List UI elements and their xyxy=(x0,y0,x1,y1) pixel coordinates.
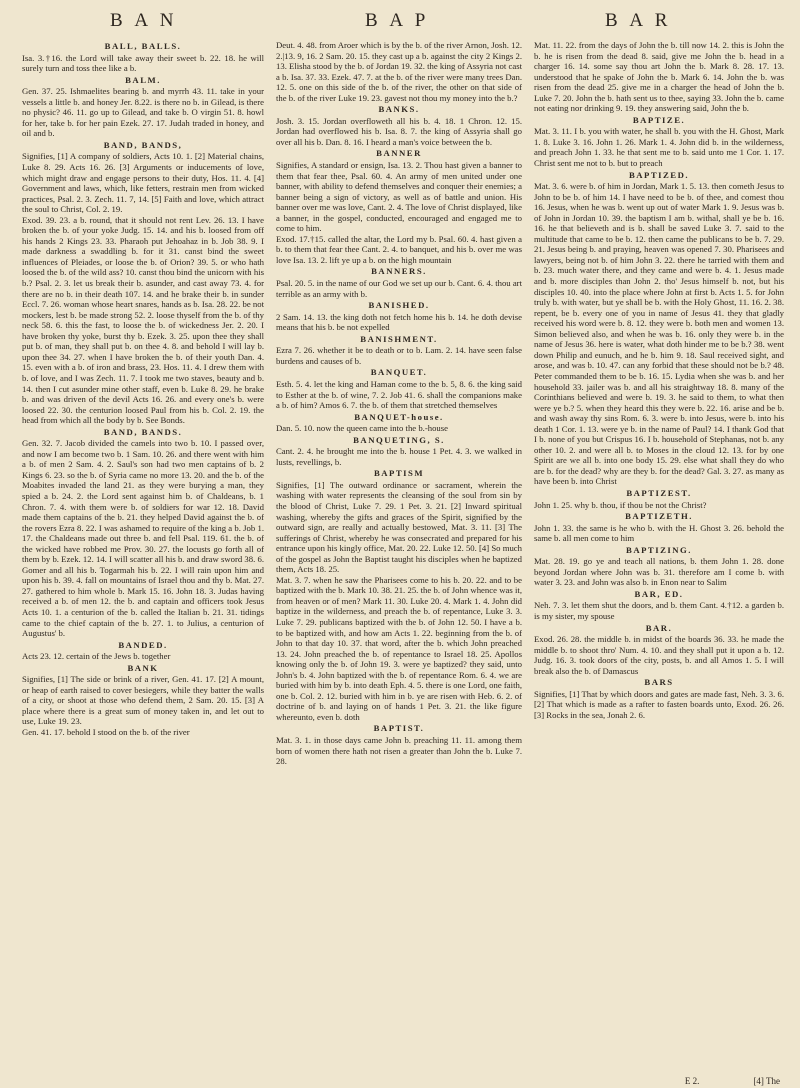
text-column-left xyxy=(22,40,264,1080)
headword: BAPTIZETH. xyxy=(625,511,693,522)
entry-text: Exod. 39. 23. a b. round, that it should not rent Lev. 26. 13. I have broken the b. of your yoke Judg. 15. 14. and his b. loosed from off his hands 2 Kings 23. 33. Pharaoh put Jehoahaz in b. Job 38. 9. I made darkness a swaddling b. for it 31. canst bind the sweet influences of Pleiades, or loose the b. of Orion? 39. 5. or who hath loosed the b. of the wild ass? 10. canst thou bind the unicorn with his b.? Psal. 2. 3. let us break their b. asunder, and cast away 73. 4. for there are no b. in their death 107. 14. and he brake their b. in sunder Eccl. 7. 26. woman whose heart snares, hands as b. Isa. 28. 22. be not mockers, lest b. be made strong 52. 2. loose thyself from the b. of thy neck 58. 6. this the fast, to loose the b. of wickedness Jer. 2. 20. I have broken thy yoke, burst thy b. Ezek. 3. 25. upon thee they shall put b. of man, they shall put b. on thee 4. 8. and behold I will lay b. upon thee 34. 27. when I have broken the b. of their youth Dan. 4. 15. even with a b. of iron and brass, 23. Hos. 11. 4. I drew them with b. of love, and I was Zech. 11. 7. I took me two staves, beauty and b. 14. then I cut asunder mine other staff, even b. Luke 8. 29. he brake b. and was driven of the devil Acts 16. 26. and every one's b. were loosed 22. 30. the centurion loosed Paul from his b. Col. 2. 19. the head from which all the body by b. See Bonds. xyxy=(22,214,264,426)
entry-text: Exod. 17.†15. called the altar, the Lord my b. Psal. 60. 4. hast given a b. to them that fear thee Cant. 2. 4. to banquet, and his b. over me was love Isa. 13. 2. lift ye up a b. on the high mountain xyxy=(276,233,522,265)
text-column-right xyxy=(534,40,784,1080)
entry-text: Mat. 3. 7. when he saw the Pharisees come to his b. 20. 22. and to be baptized with the b. Mark 10. 38. 21. 25. the b. of John whence was it, from heaven or of men? Mark 11. 30. Luke 20. 4. Mark 1. 4. John did baptize in the wilderness, and preach the b. of repentance, Luke 3. 3. Luke 7. 29. publicans baptized with the b. of John 12. 50. I have a b. to be baptized with, and how am Acts 1. 22. beginning from the b. of John to that day 10. 37. that word, after the b. which John preached 13. 24. John preached the b. of repentance to Israel 18. 25. Apollos knowing only the b. of John 19. 3. were ye baptized? they said, unto John's b. 4. John baptized with the b. of repentance Rom. 6. 4. we are buried with him by b. into death Eph. 4. 5. there is one Lord, one faith, one b. Col. 2. 12. buried with him in b. ye are risen with Heb. 6. 2. of doctrine of b. and laying on of hands 1 Pet. 3. 21. the like figure whereunto, even b. doth xyxy=(276,574,522,722)
entry-text: Signifies, A standard or ensign, Isa. 13. 2. Thou hast given a banner to them that fear thee, Psal. 60. 4. An army of men united under one banner, with ability to defend themselves and conquer their enemies; a banner being a sign of victory, as well as of battle and union. His banner over me was love, Cant. 2. 4. The love of Christ displayed, like a banner, in the gospel, conducted, encouraged and engaged me to come to him. xyxy=(276,160,522,234)
entry-text: Signifies, [1] The side or brink of a river, Gen. 41. 17. [2] A mount, or heap of earth raised to cover besiegers, while they batter the walls of a city, or shoot at those who defend them, 2 Sam. 20. 15. [3] A place where there is a great sum of money taken in, and let out to use, Luke 19. 23. xyxy=(22,674,264,727)
headword: BAPTIST. xyxy=(373,723,425,734)
headword: BANKS. xyxy=(378,104,420,115)
headword: BANNERS. xyxy=(371,266,427,277)
entry-text: Gen. 32. 7. Jacob divided the camels into two b. 10. I passed over, and now I am become two b. 1 Sam. 10. 26. and there went with him a b. of men 2 Sam. 4. 2. Saul's son had two men captains of b. 2 Kings 6. 23. so the b. of Syria came no more 13. 20. and the b. of the Moabites invaded the land 21. as they were burying a man, they spied a b. 24. 2. the Lord sent against him b. of Chaldeans, b. 1 Chron. 7. 4. with them were b. of soldiers for war 12. 18. David made them captains of the b. 21. they helped David against the b. of the rovers Ezra 8. 22. I was ashamed to require of the king a b. Job 1. 17. the Chaldeans made out three b. and fell Psal. 119. 61. the b. of the wicked have robbed me Prov. 30. 27. the locusts go forth all of them by b. Ezek. 12. 14. I will scatter all his b. and draw sword 38. 6. Gomer and all his b. Togarmah his b. 22. I will rain upon him and upon his b. 39. 4. fall on mountains of Israel thou and thy b. Mat. 27. 27. gathered to him whole b. Mark 15. 16. John 18. 3. Judas having received a b. of men 12. the b. and captain and officers took Jesus Acts 10. 1. a centurion of the b. called the Italian b. 21. 31. tidings came to the chief captain of the b. 27. 1. to Julius, a centurion of Augustus' b. xyxy=(22,438,264,639)
text-column-middle xyxy=(276,40,522,1080)
signature-mark: E 2. xyxy=(684,1076,700,1086)
entry-text: Signifies, [1] That by which doors and gates are made fast, Neh. 3. 3. 6. [2] That which is made as a rafter to fasten boards unto, Exod. 26. 26. [3] Rocks in the sea, Jonah 2. 6. xyxy=(534,688,784,720)
entry-text: Neh. 7. 3. let them shut the doors, and b. them Cant. 4.†12. a garden b. is my sister, my spouse xyxy=(534,600,784,621)
headword: BANISHMENT. xyxy=(360,333,438,344)
running-head-center: B A P xyxy=(365,10,430,31)
headword: BANQUETING, S. xyxy=(353,434,445,445)
entry-text: Gen. 41. 17. behold I stood on the b. of the river xyxy=(22,727,190,737)
headword: BANISHED. xyxy=(368,300,430,311)
entry-text: Psal. 20. 5. in the name of our God we set up our b. Cant. 6. 4. thou art terrible as an army with b. xyxy=(276,278,522,299)
entry-text: Signifies, [1] A company of soldiers, Acts 10. 1. [2] Material chains, Luke 8. 29. Acts 16. 26. [3] Arguments or inducements of love, which might draw and engage persons to their duty, Hos. 11. 4. [4] Government and laws, which, like fetters, restrain men from wicked practices, Psal. 2. 3. Zech. 11. 7, 14. [5] Faith and love, which attract the soul to Christ, Col. 2. 19. xyxy=(22,151,264,215)
headword: BAND, BANDS. xyxy=(103,426,183,437)
headword: BAR, ED. xyxy=(634,588,684,599)
headword: BAPTIZING. xyxy=(626,544,692,555)
headword: BAPTIZED. xyxy=(628,169,690,180)
headword: BANK xyxy=(127,662,159,673)
entry-text: Gen. 37. 25. Ishmaelites bearing b. and myrrh 43. 11. take in your vessels a little b. and honey Jer. 8.22. is there no b. in Gilead, is there no physic? 46. 11. go up to Gilead, and take b. O virgin 51. 8. howl for her, take b. for her pain Ezek. 27. 17. Judah traded in honey, and oil and b. xyxy=(22,86,264,139)
headword: BAPTIZE. xyxy=(632,114,686,125)
entry-text: John 1. 33. the same is he who b. with the H. Ghost 3. 26. behold the same b. all men come to him xyxy=(534,522,784,544)
page-footer xyxy=(685,1076,780,1086)
headword: BANDED. xyxy=(118,639,168,650)
headword: BAR. xyxy=(645,622,673,633)
headword: BALM. xyxy=(125,74,161,85)
entry-text: Isa. 3.†16. the Lord will take away their sweet b. 22. 18. he will surely turn and toss thee like a b. xyxy=(22,52,264,74)
headword: BANQUET-house. xyxy=(354,411,444,422)
entry-text: 2 Sam. 14. 13. the king doth not fetch home his b. 14. he doth devise means that his b. be not expelled xyxy=(276,311,522,333)
catchword: [4] The xyxy=(753,1076,780,1086)
entry-text: Mat. 3. 6. were b. of him in Jordan, Mark 1. 5. 13. then cometh Jesus to John to be b. of him 14. I have need to be b. of thee, and comest thou 16. Jesus, when he was b. went up out of water Mark 1. 9. Jesus was b. of John in Jordan 10. 39. the baptism I am b. withal, shall ye be b. 16. 16. he that believeth and is b. shall be saved Luke 3. 7. said to the multitude that came to be b. 12. then came the publicans to be b. 7. 29. 21. Jesus being b. and praying, heaven was opened 7. 30. Pharisees and lawyers, being not b. of him John 3. 22. there he tarried with them and b. 23. much water there, and they came and were b. 4. 1. Jesus made and b. more disciples than John 2. tho' Jesus himself b. not, but his disciples 10. 40. into the place where John at first b. Acts 1. 5. for John truly b. with water, but ye shall be b. with the Holy Ghost, 11. 16. 2. 38. repent, be b. every one of you in name of Jesus 41. they that gladly received his word were b. 8. 12. they were b. both men and women 13. Simon believed also, and when he was b. 16. only they were b. in the name of Jesus 36. here is water, what doth hinder me to be b.? 38. went down Philip and eunuch, and he b. him 9. 18. Saul received sight, and arose, and was b. 10. 47. can any forbid that these should not be b.? 48. Peter commanded them to be b. 16. 15. Lydia when she was b. and her household 33. jailer was b. and all his straightway 18. 8. many of the Corinthians believed and were b. 19. 3. he said to them, to what then were ye b.? 5. when they heard this they were b. 22. 16. arise and be b. and wash away thy sins Rom. 6. 3. were b. into Jesus, were b. into his death 1 Cor. 1. 13. were ye b. in the name of Paul? 14. I thank God that I b. none of you but Crispus 16. I b. household of Stephanas, not b. any other 10. 2. and were all b. to Moses in the cloud 12. 13. for by one Spirit are we all b. into one body 15. 29. else what shall they do who are b. for the dead? why are they b. for the dead? Gal. 3. 27. as many as have been b. into Christ xyxy=(534,181,784,487)
entry-text: Acts 23. 12. certain of the Jews b. together xyxy=(22,651,171,662)
entry-text: Deut. 4. 48. from Aroer which is by the b. of the river Arnon, Josh. 12. 2.|13. 9, 16. 2 Sam. 20. 15. they cast up a b. against the city 2 Kings 2. 13. Elisha stood by the b. of Jordan 19. 32. the king of Assyria not cast a b. Isa. 37. 33. Ezek. 47. 7. at the b. of the river were many trees Dan. 12. 5. one on this side of the b. of the river, the other on that side of the b. of the river Luke 19. 23. gavest not thou my money into the b.? xyxy=(276,40,522,103)
entry-text: Exod. 26. 28. the middle b. in midst of the boards 36. 33. he made the middle b. to shoot thro' Num. 4. 10. and they shall put it upon a b. 12. Judg. 16. 3. took doors of the city, posts, b. and all Amos 1. 5. I will break also the b. of Damascus xyxy=(534,634,784,676)
entry-text: Mat. 11. 22. from the days of John the b. till now 14. 2. this is John the b. he is risen from the dead 8. said, give me John the b. head in a charger 16. 14. some say thou art John the b. Mark 8. 28. 17. 13. understood that he spake of John the b. Mark 6. 14. John the b. was risen from the dead 25. give me in a charger the head of John the b. Luke 7. 20. John the b. hath sent us to thee, saying 33. John the b. came not eating nor drinking 9. 19. they answering said, John the b. xyxy=(534,40,784,114)
headword: BANQUET. xyxy=(370,367,428,378)
entry-text: Ezra 7. 26. whether it be to death or to b. Lam. 2. 14. have seen false burdens and causes of b. xyxy=(276,345,522,366)
entry-text: Mat. 28. 19. go ye and teach all nations, b. them John 1. 28. done beyond Jordan where John was b. 31. therefore am I come b. with water 3. 23. and John was also b. in Enon near to Salim xyxy=(534,556,784,588)
entry-text: Mat. 3. 1. in those days came John b. preaching 11. 11. among them born of women there hath not risen a greater than John the b. Luke 7. 28. xyxy=(276,735,522,767)
headword: BARS xyxy=(644,677,674,688)
headword: BAND, BANDS, xyxy=(103,139,183,150)
headword: BAPTIZEST. xyxy=(626,487,692,498)
headword: BALL, BALLS. xyxy=(104,41,182,51)
entry-text: Dan. 5. 10. now the queen came into the b.-house xyxy=(276,423,449,434)
running-head xyxy=(0,10,800,36)
entry-text: Esth. 5. 4. let the king and Haman come to the b. 5, 8. 6. the king said to Esther at the b. of wine, 7. 2. Job 41. 6. shall the companions make a b. of him? Amos 6. 7. the b. of them that stretched themselves xyxy=(276,378,522,411)
running-head-left: B A N xyxy=(110,10,178,31)
entry-text: Josh. 3. 15. Jordan overfloweth all his b. 4. 18. 1 Chron. 12. 15. Jordan had overflowed his b. Isa. 8. 7. the king of Assyria shall go over all his b. Dan. 8. 16. I heard a man's voice between the b. xyxy=(276,115,522,147)
entry-text: Mat. 3. 11. I b. you with water, he shall b. you with the H. Ghost, Mark 1. 8. Luke 3. 16. John 1. 26. Mark 1. 4. John did b. in the wilderness, and preach John 1. 33. he that sent me to b. said unto me 1 Cor. 1. 17. Christ sent me not to b. but to preach xyxy=(534,126,784,169)
running-head-right: B A R xyxy=(605,10,672,31)
headword: BANNER xyxy=(376,148,422,159)
entry-text: Cant. 2. 4. he brought me into the b. house 1 Pet. 4. 3. we walked in lusts, revellings, b. xyxy=(276,446,522,467)
entry-text: Signifies, [1] The outward ordinance or sacrament, wherein the washing with water represents the cleansing of the soul from sin by the blood of Christ, Luke 7. 29. 1 Pet. 3. 21. [2] Inward spiritual washing, whereby the gifts and graces of the Spirit, signified by the outward sign, are really and actually bestowed, Mat. 3. 11. [3] The sufferings of Christ, whereby he was consecrated and prepared for his entrance upon his kingly office, Mat. 20. 22. Luke 12. 50. [4] So much of the gospel as John the Baptist taught his disciples when he baptized them, Acts 18. 25. xyxy=(276,479,522,575)
entry-text: John 1. 25. why b. thou, if thou be not the Christ? xyxy=(534,499,707,510)
headword: BAPTISM xyxy=(373,468,425,479)
